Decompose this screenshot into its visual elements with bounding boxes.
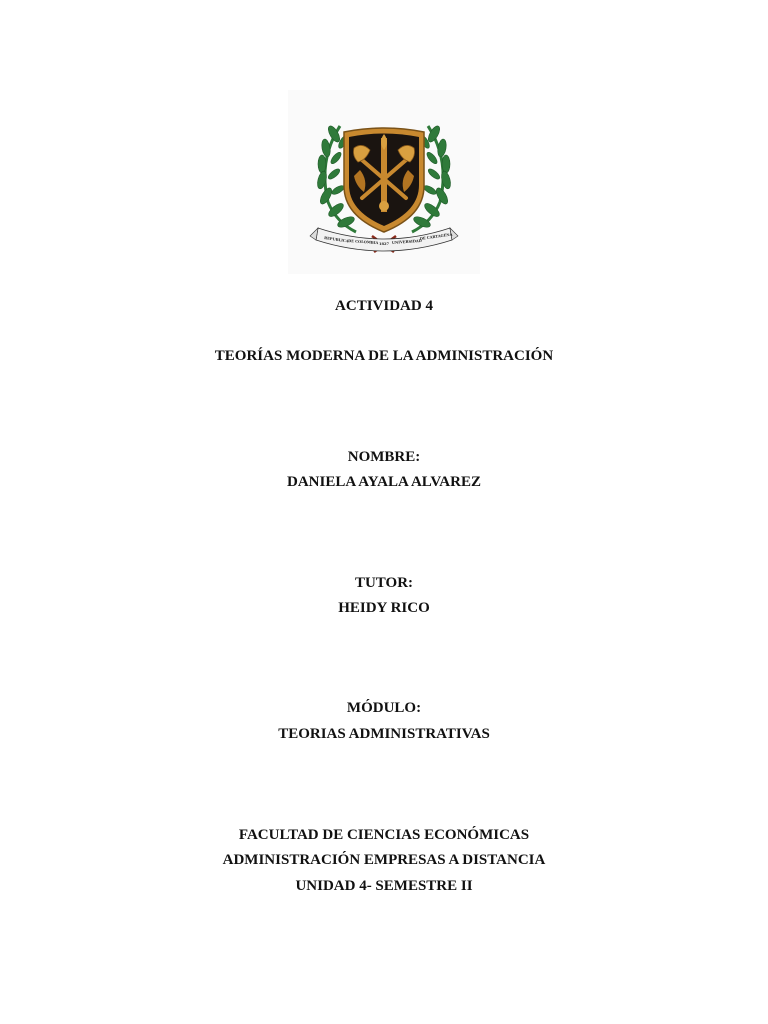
svg-text:UNIVERSIDAD: UNIVERSIDAD: [391, 238, 422, 245]
activity-title: ACTIVIDAD 4: [335, 298, 433, 314]
svg-text:DE COLOMBIA: DE COLOMBIA: [347, 239, 379, 246]
module-value: TEORIAS ADMINISTRATIVAS: [278, 726, 490, 742]
university-crest-icon: [288, 90, 480, 274]
svg-text:1827: 1827: [379, 242, 390, 246]
unit-semester: UNIDAD 4- SEMESTRE II: [295, 878, 473, 894]
tutor-label: TUTOR:: [354, 575, 414, 591]
name-label: NOMBRE:: [347, 449, 421, 465]
subject-title: TEORÍAS MODERNA DE LA ADMINISTRACIÓN: [214, 348, 554, 364]
name-value: DANIELA AYALA ALVAREZ: [287, 474, 481, 490]
svg-text:REPUBLICA: REPUBLICA: [323, 236, 349, 244]
program-name: ADMINISTRACIÓN EMPRESAS A DISTANCIA: [222, 852, 546, 868]
svg-text:DE CARTAGENA: DE CARTAGENA: [419, 232, 453, 241]
module-label: MÓDULO:: [346, 700, 422, 716]
tutor-value: HEIDY RICO: [338, 600, 430, 616]
faculty-name: FACULTAD DE CIENCIAS ECONÓMICAS: [238, 827, 530, 843]
